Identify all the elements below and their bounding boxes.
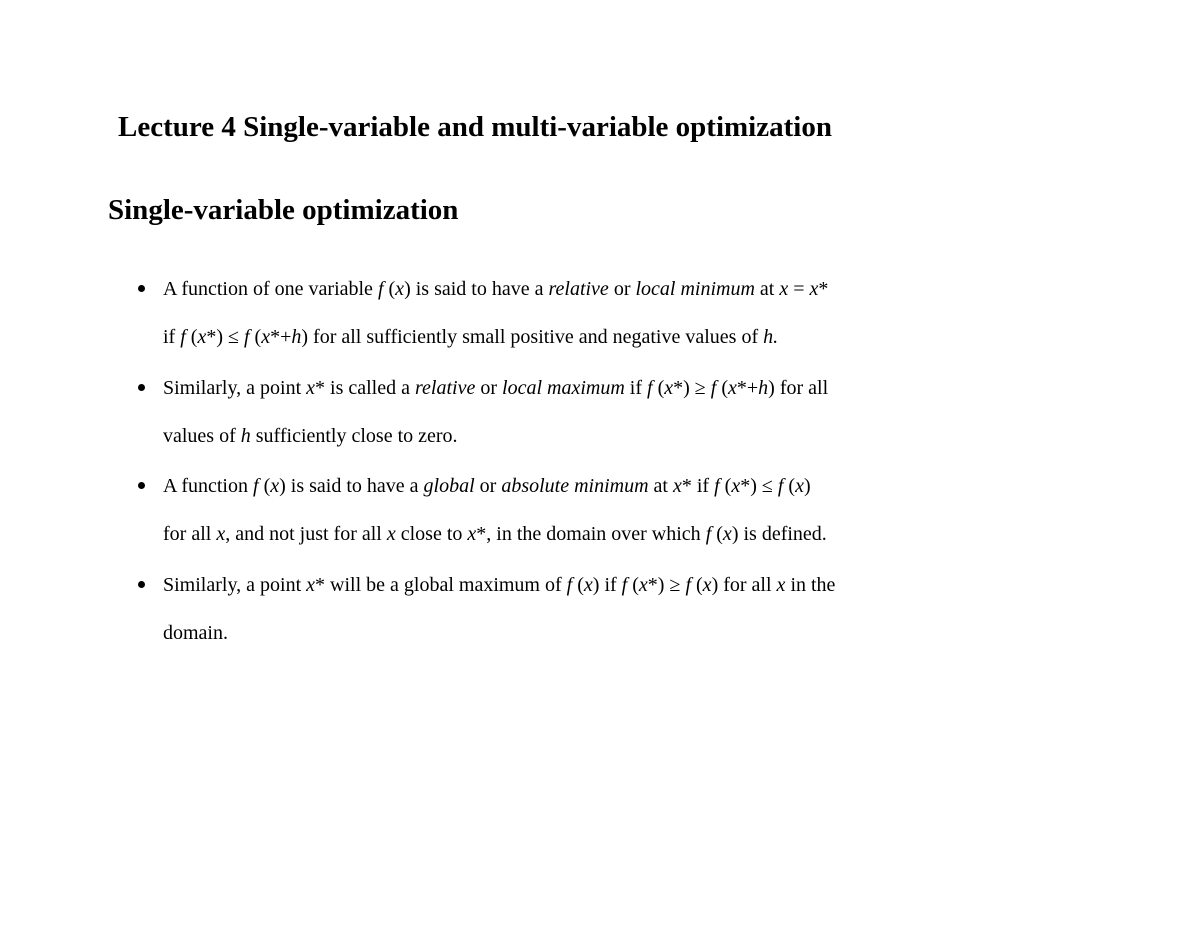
math-symbol: x <box>216 523 226 545</box>
text-run: = <box>788 278 810 300</box>
math-symbol: global <box>423 475 475 497</box>
bullet-line <box>163 423 458 449</box>
text-run: in the <box>785 574 836 596</box>
bullet-dot-icon <box>138 384 145 391</box>
text-run: ) <box>803 475 811 497</box>
math-symbol: x <box>795 475 804 497</box>
text-run: at <box>754 278 780 300</box>
text-run: ) if <box>592 574 622 596</box>
bullet-line <box>163 276 828 302</box>
text-run: ( <box>691 574 703 596</box>
math-symbol: x <box>722 523 732 545</box>
math-symbol: x <box>197 326 207 348</box>
math-symbol: f <box>705 523 712 545</box>
text-run: ( <box>652 377 665 399</box>
text-run: *) ≤ <box>206 326 244 348</box>
text-run: * is called a <box>315 377 415 399</box>
text-run: *+ <box>736 377 759 399</box>
math-symbol: x <box>306 377 316 399</box>
text-run: * if <box>681 475 715 497</box>
text-run: ( <box>249 326 262 348</box>
math-symbol: h <box>240 425 251 447</box>
math-symbol: x <box>731 475 741 497</box>
bullet-line <box>163 324 778 350</box>
text-run: *, in the domain over which <box>476 523 706 545</box>
text-run: ( <box>383 278 396 300</box>
text-run: ) for all sufficiently small positive and negative values of <box>301 326 764 348</box>
math-symbol: f <box>243 326 250 348</box>
text-run: *) ≤ <box>740 475 778 497</box>
math-symbol: x <box>638 574 648 596</box>
text-run: for all <box>163 523 217 545</box>
text-run: ( <box>719 475 732 497</box>
math-symbol: x <box>270 475 280 497</box>
text-run: domain. <box>163 622 228 644</box>
math-symbol: absolute minimum <box>501 475 649 497</box>
math-symbol: f <box>777 475 784 497</box>
text-run: or <box>474 475 502 497</box>
text-run: ) is said to have a <box>404 278 549 300</box>
math-symbol: local maximum <box>502 377 625 399</box>
bullet-dot-icon <box>138 285 145 292</box>
math-symbol: x <box>467 523 477 545</box>
text-run: *+ <box>270 326 292 348</box>
math-symbol: x <box>702 574 712 596</box>
text-run: or <box>475 377 503 399</box>
text-run: Similarly, a point <box>163 574 307 596</box>
text-run: or <box>608 278 636 300</box>
math-symbol: f <box>180 326 186 348</box>
bullet-line <box>163 375 828 401</box>
math-symbol: h <box>291 326 302 348</box>
math-symbol: x <box>776 574 786 596</box>
math-symbol: h. <box>763 326 779 348</box>
text-run: sufficiently close to zero. <box>250 425 458 447</box>
bullet-line <box>163 473 811 499</box>
math-symbol: f <box>685 574 691 596</box>
text-run: ( <box>716 377 728 399</box>
text-run: close to <box>395 523 468 545</box>
math-symbol: x <box>306 574 316 596</box>
math-symbol: local minimum <box>635 278 755 300</box>
math-symbol: x <box>583 574 593 596</box>
text-run: ) is defined. <box>731 523 827 545</box>
text-run: at <box>648 475 673 497</box>
math-symbol: x <box>386 523 396 545</box>
text-run: values of <box>163 425 241 447</box>
math-symbol: f <box>621 574 628 596</box>
math-symbol: f <box>377 278 384 300</box>
math-symbol: x <box>728 377 737 399</box>
math-symbol: x <box>809 278 819 300</box>
text-run: *) ≥ <box>647 574 686 596</box>
bullet-line <box>163 620 228 646</box>
text-run: ) for all <box>711 574 777 596</box>
math-symbol: relative <box>548 278 609 300</box>
text-run: ( <box>627 574 639 596</box>
text-run: *) ≥ <box>673 377 711 399</box>
text-run: ( <box>258 475 271 497</box>
section-heading: Single-variable optimization <box>108 194 459 226</box>
math-symbol: relative <box>415 377 476 399</box>
math-symbol: x <box>779 278 789 300</box>
text-run: ( <box>185 326 198 348</box>
text-run: ( <box>711 523 723 545</box>
math-symbol: f <box>253 475 259 497</box>
lecture-title: Lecture 4 Single-variable and multi-variable optimization <box>118 111 832 143</box>
math-symbol: x <box>664 377 674 399</box>
bullet-dot-icon <box>138 581 145 588</box>
bullet-line <box>163 521 827 547</box>
math-symbol: x <box>261 326 271 348</box>
math-symbol: h <box>758 377 769 399</box>
text-run: ) is said to have a <box>279 475 424 497</box>
text-run: A function <box>163 475 253 497</box>
text-run: ) for all <box>768 377 829 399</box>
math-symbol: x <box>395 278 405 300</box>
bullet-dot-icon <box>138 482 145 489</box>
text-run: A function of one variable <box>163 278 378 300</box>
math-symbol: f <box>710 377 717 399</box>
math-symbol: f <box>647 377 653 399</box>
text-run: if <box>624 377 647 399</box>
math-symbol: f <box>714 475 720 497</box>
math-symbol: f <box>566 574 573 596</box>
text-run: * will be a global maximum of <box>315 574 567 596</box>
text-run: ( <box>572 574 584 596</box>
text-run: Similarly, a point <box>163 377 307 399</box>
math-symbol: x <box>672 475 682 497</box>
text-run: , and not just for all <box>225 523 387 545</box>
bullet-line <box>163 572 835 598</box>
text-run: if <box>163 326 181 348</box>
text-run: * <box>818 278 829 300</box>
text-run: ( <box>783 475 796 497</box>
